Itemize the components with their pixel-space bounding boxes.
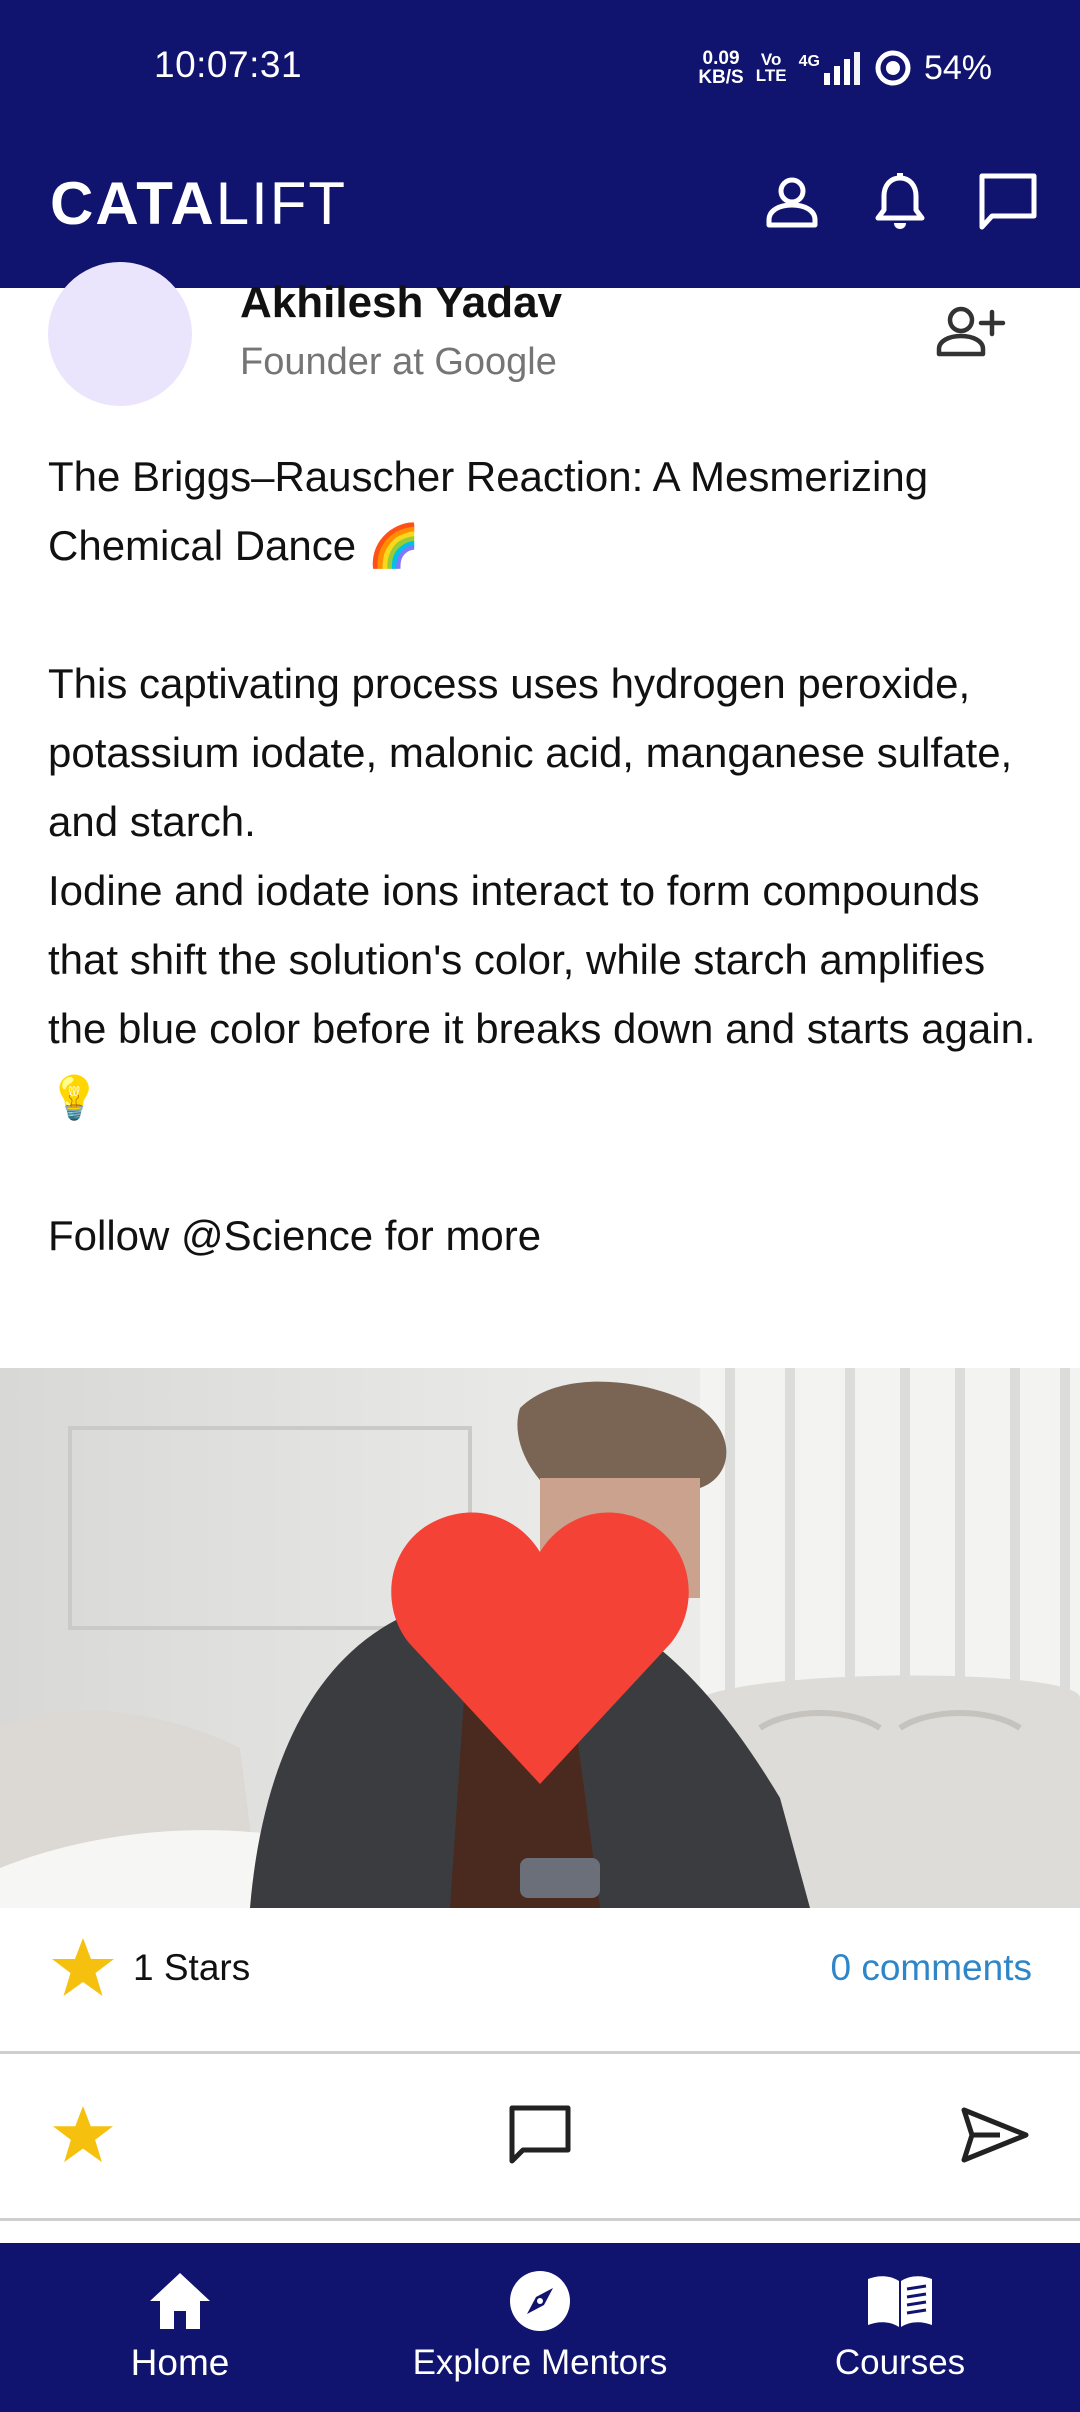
volte-indicator bbox=[756, 52, 787, 84]
bottom-navigation bbox=[0, 2243, 1080, 2412]
comments-link[interactable]: 0 comments bbox=[830, 1947, 1032, 1988]
battery-percent: 54% bbox=[923, 48, 992, 87]
like-heart-icon bbox=[388, 1504, 692, 1784]
star-icon bbox=[51, 2104, 115, 2166]
chat-icon[interactable] bbox=[976, 170, 1040, 234]
top-header bbox=[0, 0, 1080, 288]
home-icon bbox=[148, 2269, 212, 2333]
volte-top: Vo bbox=[760, 50, 782, 69]
app-logo bbox=[50, 172, 347, 236]
volte-bottom: LTE bbox=[755, 66, 787, 85]
nav-courses[interactable] bbox=[800, 2243, 1000, 2412]
share-button[interactable] bbox=[958, 2102, 1032, 2168]
network-speed-value: 0.09 bbox=[702, 48, 740, 69]
signal-label: 4G bbox=[798, 53, 820, 70]
signal-icon bbox=[799, 51, 862, 85]
status-icons bbox=[698, 46, 992, 90]
bell-icon[interactable] bbox=[868, 170, 932, 234]
battery-ring-icon bbox=[874, 49, 912, 87]
brand-light: LIFT bbox=[215, 170, 348, 237]
follow-user-button[interactable] bbox=[932, 300, 1010, 364]
nav-explore-mentors[interactable] bbox=[390, 2243, 690, 2412]
network-speed bbox=[698, 49, 743, 87]
author-name[interactable]: Akhilesh Yadav bbox=[240, 278, 563, 327]
add-person-icon bbox=[936, 304, 1006, 360]
post-paragraph: The Briggs–Rauscher Reaction: A Mesmerizing Chemical Dance 🌈 bbox=[48, 453, 940, 569]
divider bbox=[0, 2051, 1080, 2054]
post-paragraph: Follow @Science for more bbox=[48, 1212, 542, 1259]
send-icon bbox=[960, 2106, 1030, 2164]
nav-label: Explore Mentors bbox=[412, 2343, 668, 2382]
comment-icon bbox=[507, 2103, 573, 2167]
compass-icon bbox=[509, 2269, 571, 2333]
book-icon bbox=[866, 2269, 934, 2333]
star-button[interactable] bbox=[48, 2102, 118, 2168]
network-speed-unit: KB/S bbox=[698, 67, 744, 88]
star-count-icon bbox=[50, 1936, 116, 2000]
post-image[interactable] bbox=[0, 1368, 1080, 1908]
author-avatar[interactable] bbox=[48, 262, 192, 406]
status-time: 10:07:31 bbox=[154, 44, 303, 85]
nav-home[interactable] bbox=[80, 2243, 280, 2412]
divider bbox=[0, 2218, 1080, 2221]
profile-icon[interactable] bbox=[760, 170, 824, 234]
nav-label: Home bbox=[130, 2342, 230, 2383]
stars-count: 1 Stars bbox=[133, 1947, 251, 1988]
post-text bbox=[48, 442, 1048, 1270]
brand-strong: CATA bbox=[50, 170, 216, 237]
signal-bars-icon bbox=[822, 51, 862, 85]
comment-button[interactable] bbox=[504, 2102, 576, 2168]
nav-label: Courses bbox=[834, 2343, 966, 2382]
post-paragraph: This captivating process uses hydrogen peroxide, potassium iodate, malonic acid, manganese sulfate, and starch. Iodine and iodate ions interact to form compounds that shift the solution's color, while starch amplifies the blue color before it breaks down and starts again. 💡 bbox=[48, 660, 1036, 1121]
author-title: Founder at Google bbox=[240, 341, 557, 383]
